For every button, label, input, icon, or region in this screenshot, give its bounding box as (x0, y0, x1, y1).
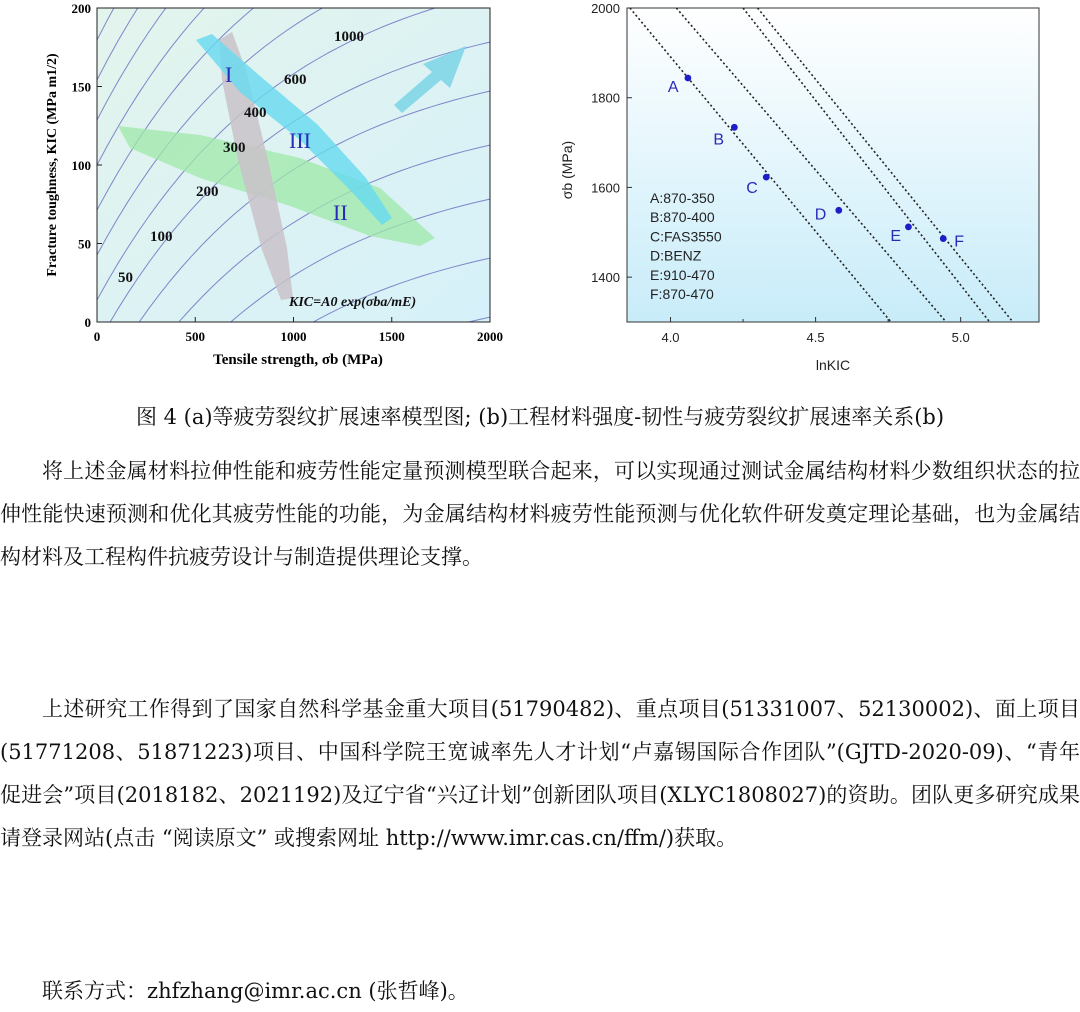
y-tick-label: 200 (71, 1, 91, 16)
point-label: E (890, 227, 902, 245)
region-label-III: III (289, 128, 311, 153)
curve-label: 400 (244, 105, 267, 121)
data-point-C (763, 174, 770, 181)
data-point-F (940, 235, 947, 242)
data-point-E (905, 224, 912, 231)
y-tick-label: 1800 (591, 90, 620, 106)
x-tick-label: 1000 (280, 329, 307, 344)
y-tick-label: 1400 (591, 270, 620, 286)
formula-label: KIC=A0 exp(σba/mE) (289, 295, 417, 310)
panel-a (45, 0, 517, 392)
curve-label: 600 (284, 72, 307, 88)
figure-caption: 图 4 (a)等疲劳裂纹扩展速率模型图; (b)工程材料强度-韧性与疲劳裂纹扩展速率关系(b) (135, 405, 945, 429)
panel-b-ylabel: σb (MPa) (559, 140, 575, 200)
contact-line: 联系方式：zhfzhang@imr.ac.cn (张哲峰)。 (42, 979, 469, 1003)
point-label: B (713, 131, 725, 149)
legend-entry: A:870-350 (650, 190, 715, 206)
x-tick-label: 5.0 (951, 330, 970, 345)
curve-label: 100 (150, 229, 173, 245)
panel-a-xlabel: Tensile strength, σb (MPa) (213, 352, 383, 368)
region-label-II: II (333, 200, 348, 225)
y-tick-label: 0 (84, 315, 91, 330)
x-tick-label: 500 (185, 329, 205, 344)
legend-entry: D:BENZ (650, 247, 702, 264)
figure-svg (0, 0, 1080, 392)
x-tick-label: 1500 (378, 329, 405, 344)
x-tick-label: 4.0 (661, 330, 680, 345)
curve-label: 300 (223, 140, 246, 156)
legend-entry: F:870-470 (650, 286, 714, 302)
panel-a-ylabel: Fracture toughness, KIC (MPa m1/2) (45, 53, 60, 277)
x-tick-label: 0 (93, 329, 101, 344)
paragraph-2: 上述研究工作得到了国家自然科学基金重大项目(51790482)、重点项目(51331007、52130002)、面上项目(51771208、51871223)项目、中国科学院王宽诚率先人才计划“卢嘉锡国际合作团队”(GJTD-2020-09)、“青年促进会”项目(2018182、2021192)及辽宁省“兴辽计划”创新团队项目(XLYC1808027)的资助。团队更多研究成果请登录网站(点击 “阅读原文” 或搜索网址 http://www.imr.cas.cn/ffm/)获取。 (0, 697, 1080, 850)
data-point-D (835, 207, 842, 214)
x-tick-label: 2000 (477, 329, 503, 344)
data-point-B (731, 124, 738, 131)
paragraph-1: 将上述金属材料拉伸性能和疲劳性能定量预测模型联合起来，可以实现通过测试金属结构材料少数组织状态的拉伸性能快速预测和优化其疲劳性能的功能，为金属结构材料疲劳性能预测与优化软件研发奠定理论基础，也为金属结构材料及工程构件抗疲劳设计与制造提供理论支撑。 (0, 459, 1080, 569)
y-tick-label: 2000 (591, 1, 620, 16)
y-tick-label: 50 (78, 236, 91, 252)
figure-4 (0, 0, 1080, 392)
legend-entry: C:FAS3550 (650, 228, 722, 245)
data-point-A (685, 75, 692, 82)
curve-label: 200 (196, 184, 219, 200)
panel-b (559, 1, 1039, 373)
iso-curve (97, 376, 517, 392)
point-label: C (746, 180, 758, 198)
panel-b-xlabel: lnKIC (815, 357, 851, 373)
point-label: F (954, 233, 965, 251)
y-tick-label: 150 (71, 79, 91, 95)
legend-entry: E:910-470 (650, 266, 715, 283)
point-label: A (667, 78, 679, 96)
y-tick-label: 1600 (591, 180, 620, 196)
point-label: D (814, 206, 827, 224)
curve-label: 50 (118, 270, 133, 286)
y-tick-label: 100 (71, 158, 91, 173)
legend-entry: B:870-400 (650, 209, 715, 226)
curve-label: 1000 (334, 29, 364, 45)
region-label-I: I (225, 62, 233, 87)
x-tick-label: 4.5 (806, 330, 825, 345)
